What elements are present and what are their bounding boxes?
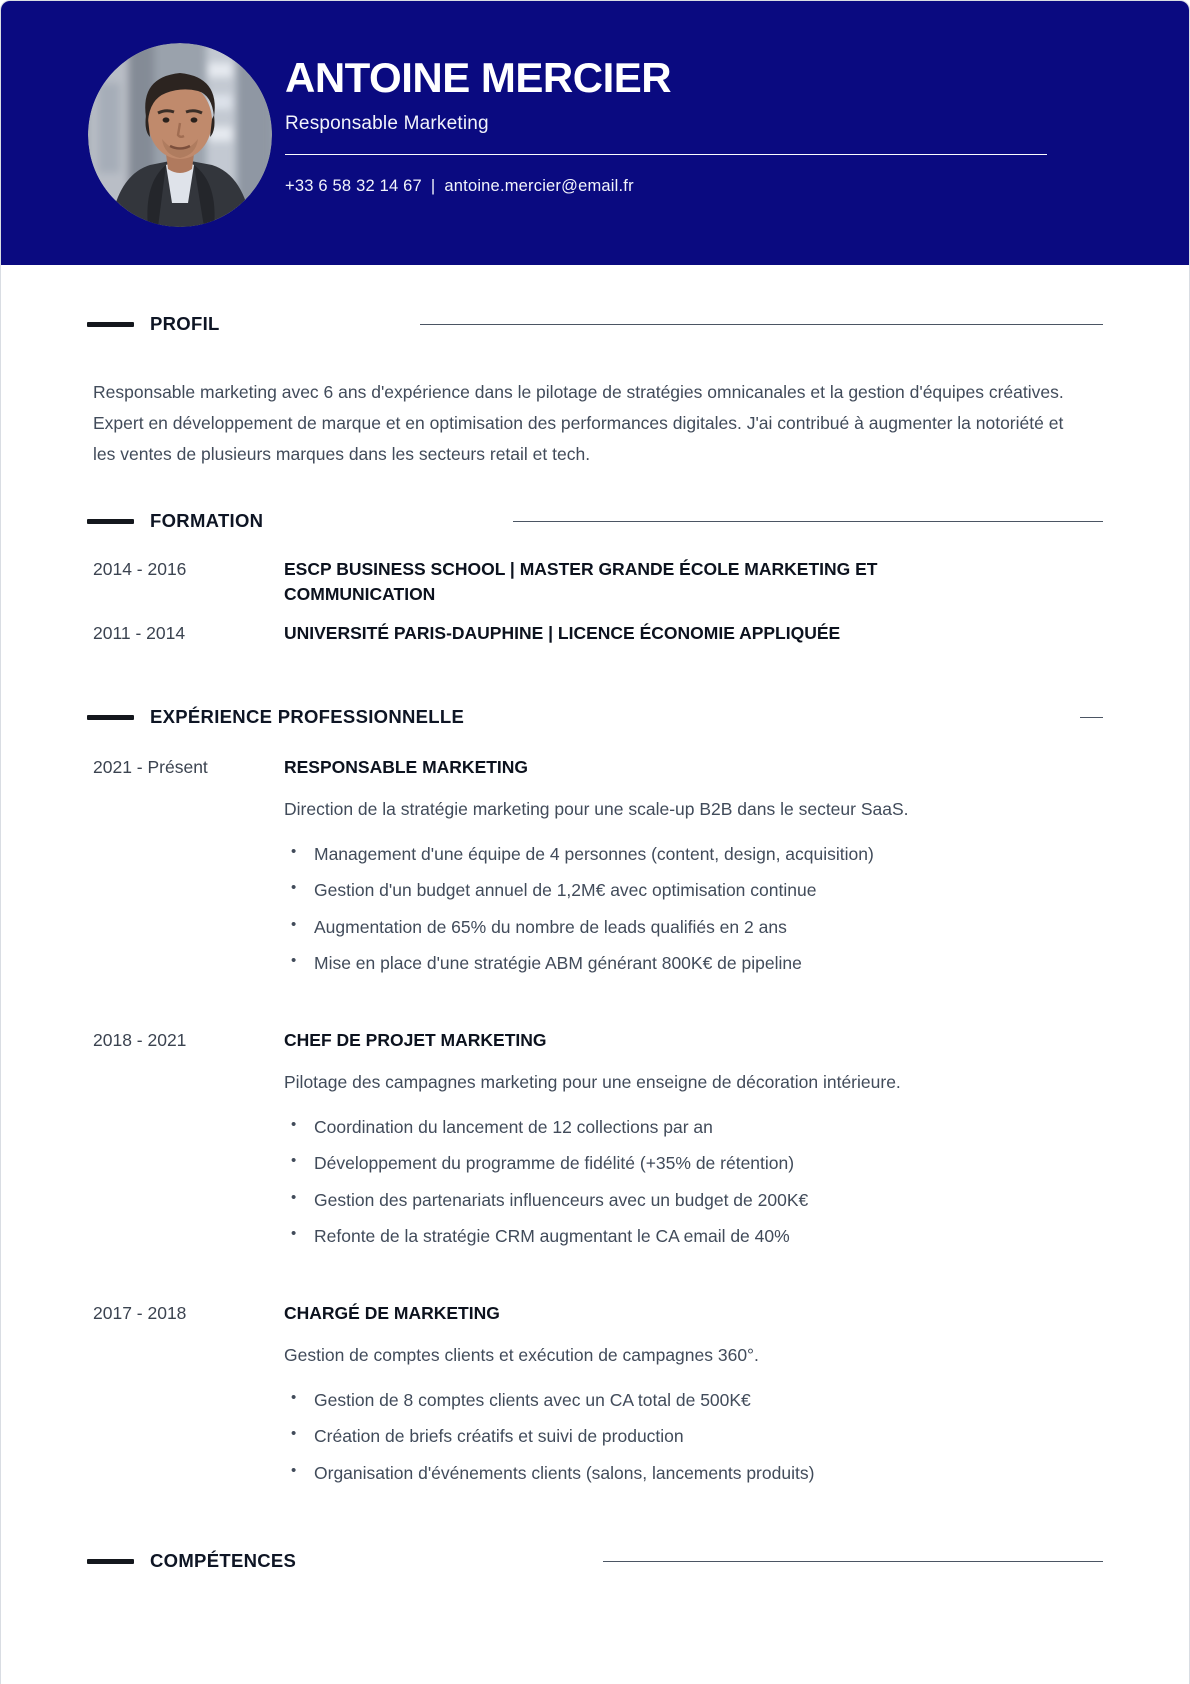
job-bullet: • Gestion de 8 comptes clients avec un CA total de 500K€	[284, 1388, 814, 1413]
job-description: Pilotage des campagnes marketing pour une enseigne de décoration intérieure.	[284, 1071, 901, 1092]
contact-separator: |	[430, 177, 436, 196]
cv-content	[1, 313, 1189, 1572]
section-header-experience	[87, 706, 1103, 728]
phone-number: +33 6 58 32 14 67	[285, 177, 422, 196]
section-dash	[87, 519, 134, 524]
job-bullet: • Mise en place d'une stratégie ABM générant 800K€ de pipeline	[284, 951, 909, 976]
email-address: antoine.mercier@email.fr	[444, 177, 634, 196]
section-title-experience: EXPÉRIENCE PROFESSIONNELLE	[150, 706, 465, 728]
header-banner	[1, 1, 1189, 265]
section-rule	[603, 1561, 1103, 1562]
job-bullet: • Refonte de la stratégie CRM augmentant le CA email de 40%	[284, 1224, 901, 1249]
job-bullet: • Augmentation de 65% du nombre de leads qualifiés en 2 ans	[284, 915, 909, 940]
job-body	[284, 755, 909, 976]
job-bullet-list	[284, 1115, 901, 1250]
job-bullet: • Gestion d'un budget annuel de 1,2M€ avec optimisation continue	[284, 878, 909, 903]
job-bullet: • Coordination du lancement de 12 collections par an	[284, 1115, 901, 1140]
job-body	[284, 1028, 901, 1249]
section-title-competences: COMPÉTENCES	[150, 1550, 297, 1572]
formation-entry	[87, 557, 1103, 608]
job-description: Direction de la stratégie marketing pour une scale-up B2B dans le secteur SaaS.	[284, 798, 909, 819]
section-dash	[87, 1559, 134, 1564]
job-bullet-list	[284, 1388, 814, 1486]
job-title: CHEF DE PROJET MARKETING	[284, 1030, 547, 1051]
formation-entry	[87, 621, 1103, 646]
formation-dates: 2011 - 2014	[93, 622, 186, 643]
section-header-profil	[87, 313, 1103, 335]
job-bullet: • Création de briefs créatifs et suivi de production	[284, 1424, 814, 1449]
formation-dates: 2014 - 2016	[93, 559, 187, 579]
section-rule	[513, 521, 1103, 522]
person-job-title: Responsable Marketing	[285, 113, 489, 135]
job-description: Gestion de comptes clients et exécution de campagnes 360°.	[284, 1344, 759, 1365]
job-dates: 2021 - Présent	[93, 757, 208, 778]
job-body	[284, 1301, 814, 1486]
profile-photo	[88, 43, 272, 227]
formation-degree: UNIVERSITÉ PARIS-DAUPHINE | LICENCE ÉCONOMIE APPLIQUÉE	[284, 622, 841, 643]
section-title-formation: FORMATION	[150, 510, 264, 531]
job-bullet: • Gestion des partenariats influenceurs avec un budget de 200K€	[284, 1188, 901, 1213]
section-rule	[420, 324, 1103, 325]
job-title: CHARGÉ DE MARKETING	[284, 1303, 500, 1324]
job-title: RESPONSABLE MARKETING	[284, 757, 529, 778]
job-bullet: • Développement du programme de fidélité (+35% de rétention)	[284, 1151, 901, 1176]
experience-job	[87, 1028, 1103, 1249]
section-header-formation	[87, 510, 1103, 532]
formation-degree: ESCP BUSINESS SCHOOL | MASTER GRANDE ÉCOLE MARKETING ET COMMUNICATION	[284, 559, 878, 605]
header-divider	[285, 154, 1047, 155]
profile-photo-illustration	[88, 43, 272, 227]
experience-job	[87, 1301, 1103, 1486]
section-dash	[87, 715, 134, 720]
job-bullet: • Organisation d'événements clients (salons, lancements produits)	[284, 1461, 814, 1486]
job-dates: 2017 - 2018	[93, 1303, 187, 1324]
header-text-block	[285, 55, 1049, 196]
section-header-competences	[87, 1550, 1103, 1572]
experience-job	[87, 755, 1103, 976]
section-dash	[87, 322, 134, 327]
job-bullet: • Management d'une équipe de 4 personnes (content, design, acquisition)	[284, 842, 909, 867]
person-name: ANTOINE MERCIER	[285, 54, 672, 101]
section-title-profil: PROFIL	[150, 313, 220, 334]
job-bullet-list	[284, 842, 909, 977]
job-dates: 2018 - 2021	[93, 1030, 187, 1051]
contact-line	[285, 177, 1049, 196]
section-rule	[1080, 717, 1103, 718]
profil-paragraph: Responsable marketing avec 6 ans d'expérience dans le pilotage de stratégies omnicanales et la gestion d'équipes créatives. Expert en développement de marque et en optimisation des performances digitales. J'ai contribué à augmenter la notoriété et les ventes de plusieurs marques dans les secteurs retail et tech.	[93, 382, 1064, 464]
